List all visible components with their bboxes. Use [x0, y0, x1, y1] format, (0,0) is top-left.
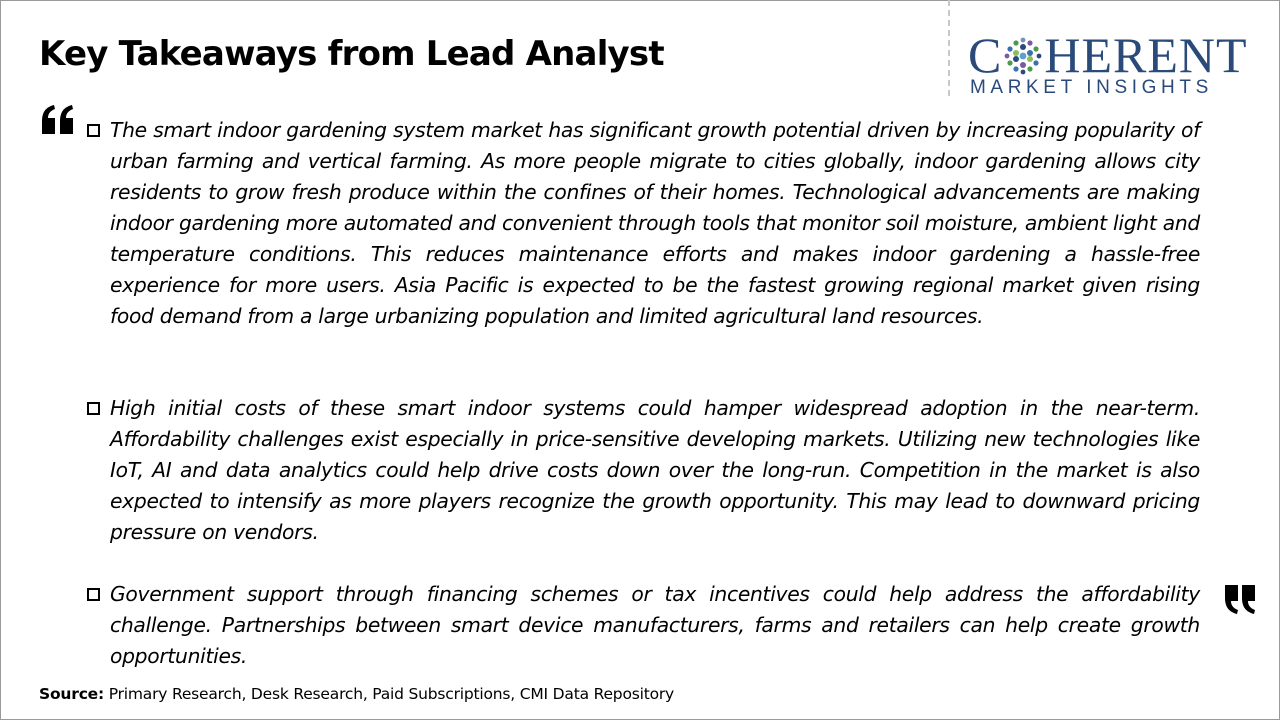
- takeaway-text: Government support through financing schemes or tax incentives could help address the affordability challenge. Partnerships between smart device manufacturers, farms and retailers can help create growth opportunities.: [110, 582, 1200, 668]
- source-label: Source:: [39, 685, 104, 703]
- logo-globe-icon: [1003, 36, 1043, 76]
- source-text: Primary Research, Desk Research, Paid Subscriptions, CMI Data Repository: [104, 685, 675, 703]
- takeaway-text: The smart indoor gardening system market has significant growth potential driven by increasing popularity of urban farming and vertical farming. As more people migrate to cities globally, indoor gardening allows city residents to grow fresh produce within the confines of their homes. Technological advancements are making indoor gardening more automated and convenient through tools that monitor soil moisture, ambient light and temperature conditions. This reduces maintenance efforts and makes indoor gardening a hassle-free experience for more users. Asia Pacific is expected to be the fastest growing regional market given rising food demand from a large urbanizing population and limited agricultural land resources.: [110, 118, 1200, 328]
- takeaway-text: High initial costs of these smart indoor systems could hamper widespread adoption in the near-term. Affordability challenges exist especially in price-sensitive developing markets. Utilizing new technologies like IoT, AI and data analytics could help drive costs down over the long-run. Competition in the market is also expected to intensify as more players recognize the growth opportunity. This may lead to downward pricing pressure on vendors.: [110, 396, 1200, 544]
- checkbox-bullet-icon: [87, 402, 100, 415]
- logo-word-right: HERENT: [1044, 27, 1248, 83]
- checkbox-bullet-icon: [87, 124, 100, 137]
- takeaway-item: [86, 115, 1200, 332]
- company-logo: [968, 27, 1260, 100]
- header-divider: [948, 0, 950, 96]
- source-note: [39, 685, 674, 703]
- takeaway-item: [86, 393, 1200, 548]
- takeaway-item: [86, 579, 1200, 672]
- logo-wordmark: [968, 27, 1248, 83]
- logo-tagline: MARKET INSIGHTS: [970, 77, 1213, 98]
- open-quote-icon: [40, 104, 76, 134]
- page-title: Key Takeaways from Lead Analyst: [39, 34, 664, 74]
- checkbox-bullet-icon: [87, 588, 100, 601]
- close-quote-icon: [1222, 585, 1258, 615]
- logo-word-left: C: [968, 27, 1003, 83]
